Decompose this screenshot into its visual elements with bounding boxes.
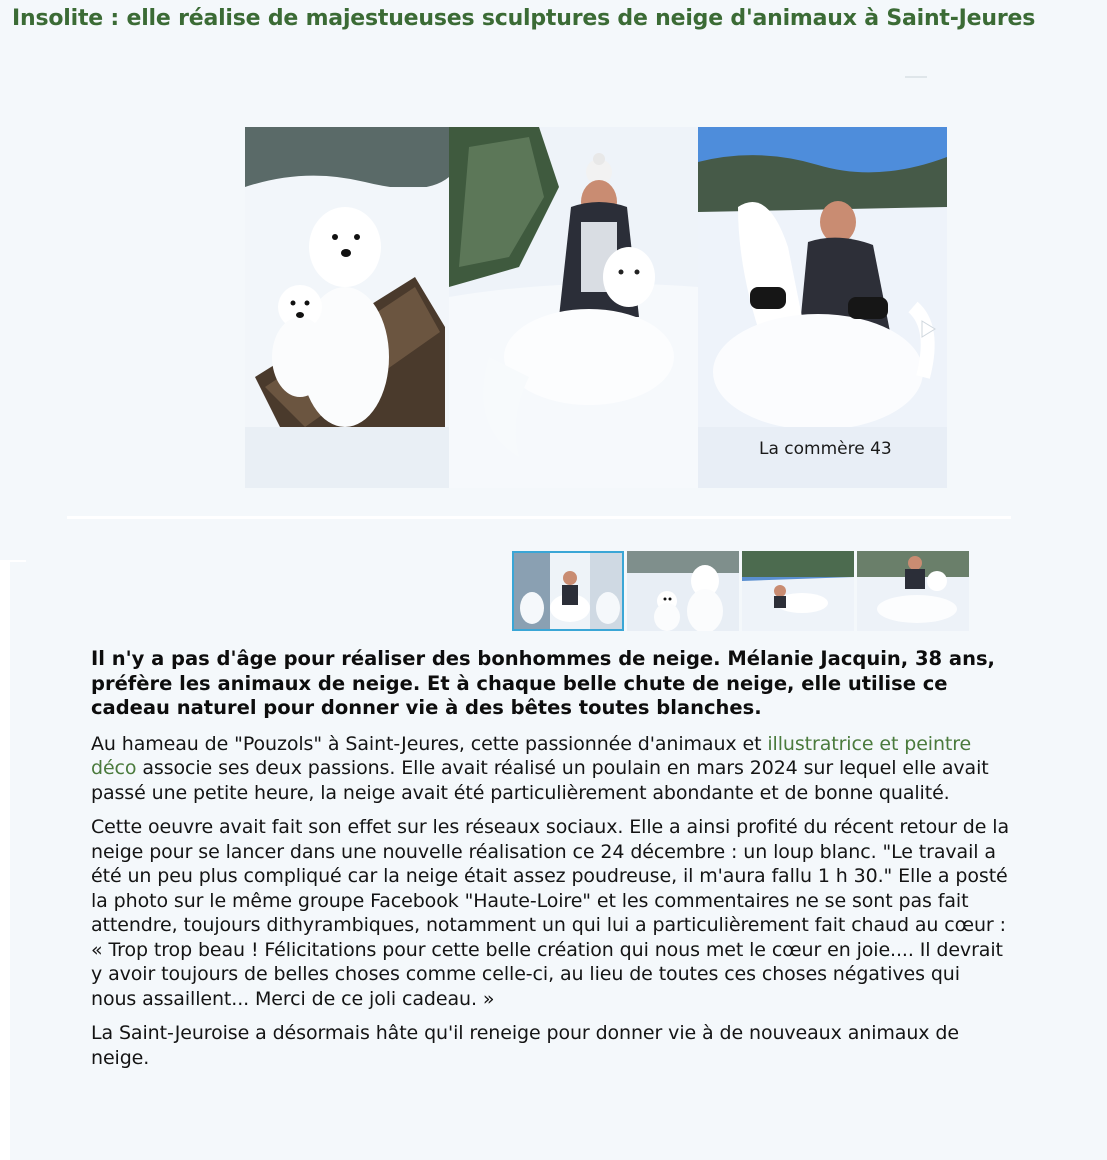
illustratrice-link[interactable]: illustratrice et peintre déco [91, 732, 972, 779]
play-arrow-icon[interactable] [915, 317, 939, 341]
thumbnail-strip [512, 551, 970, 631]
photo-dogs-sculpture [245, 127, 449, 488]
paragraph-1-start: Au hameau de "Pouzols" à Saint-Jeures, cette passionnée d'animaux et [91, 732, 768, 755]
photo-wolf-sculpture [449, 127, 698, 488]
photo-slider[interactable] [245, 127, 947, 488]
photo-horse-sculpture [698, 127, 947, 488]
article-lead: Il n'y a pas d'âge pour réaliser des bonhommes de neige. Mélanie Jacquin, 38 ans, préfère les animaux de neige. Et à chaque belle chute de neige, elle utilise ce cadeau naturel pour donner vie à des bêtes toutes blanches. [91, 647, 995, 719]
thumbnail-2[interactable] [627, 551, 739, 631]
thumbnail-3[interactable] [742, 551, 854, 631]
photo-caption: La commère 43 [759, 439, 892, 459]
divider-mark [905, 76, 927, 78]
thumbnail-4[interactable] [857, 551, 969, 631]
article-paragraph-3: La Saint-Jeuroise a désormais hâte qu'il reneige pour donner vie à de nouveaux animaux de neige. [91, 1022, 959, 1069]
paragraph-1-end: associe ses deux passions. Elle avait réalisé un poulain en mars 2024 sur lequel elle avait passé une petite heure, la neige avait été particulièrement abondante et de bonne qualité. [91, 757, 989, 804]
article-body [91, 647, 1011, 1080]
left-margin-mark [10, 560, 26, 562]
article-paragraph-2: Cette oeuvre avait fait son effet sur les réseaux sociaux. Elle a ainsi profité du récent retour de la neige pour se lancer dans une nouvelle réalisation ce 24 décembre : un loup blanc. "Le travail a été un peu plus compliqué car la neige était assez poudreuse, il m'aura fallu 1 h 30." Elle a posté la photo sur le même groupe Facebook "Haute-Loire" et les commentaires ne se sont pas fait attendre, toujours dithyrambiques, notamment un qui lui a particulièrement fait chaud au cœur : « Trop trop beau ! Félicitations pour cette belle création qui nous met le cœur en joie.... Il devrait y avoir toujours de belles choses comme celle-ci, au lieu de toutes ces choses négatives qui nous assaillent... Merci de ce joli cadeau. » [91, 816, 1009, 1010]
article-paragraph-1 [91, 732, 1011, 806]
section-divider [67, 516, 1011, 519]
article-title: Insolite : elle réalise de majestueuses sculptures de neige d'animaux à Saint-Jeures [12, 6, 1036, 31]
thumbnail-1[interactable] [512, 551, 624, 631]
left-margin-strip [0, 560, 10, 1160]
